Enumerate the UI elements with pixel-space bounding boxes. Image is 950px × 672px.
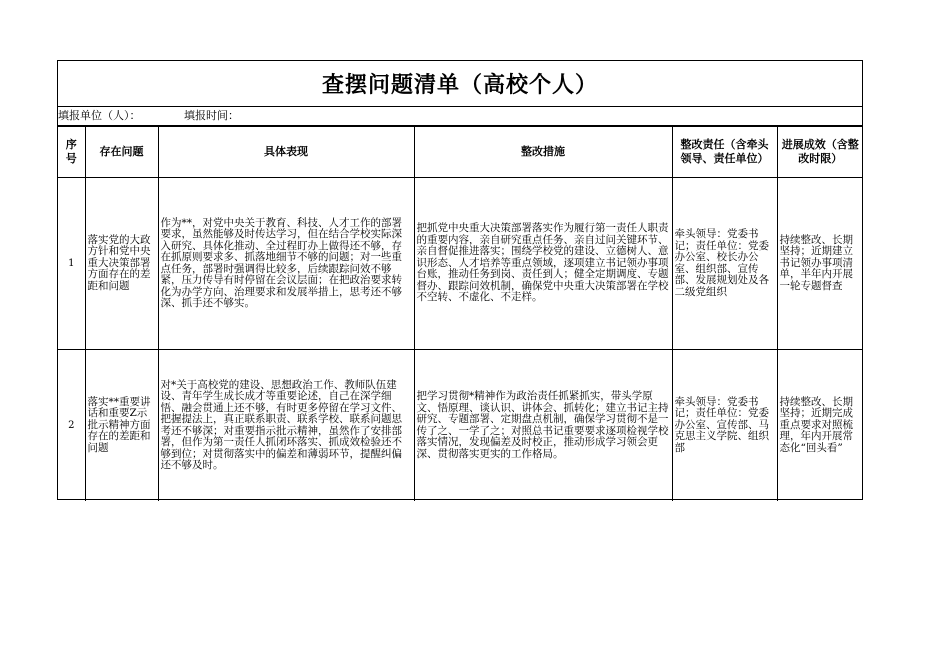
issue-table xyxy=(58,126,863,501)
row-responsibility: 牵头领导：党委书记；责任单位：党委办公室、校长办公室、组织部、宣传部、发展规划处及各二级党组织 xyxy=(672,178,777,350)
table-row xyxy=(58,350,863,502)
fill-time-label: 填报时间： xyxy=(184,109,239,122)
header-measures: 整改措施 xyxy=(414,127,672,178)
row-seq: 1 xyxy=(58,178,85,350)
fill-unit-label: 填报单位（人）： xyxy=(58,109,141,122)
page-title: 查摆问题清单（高校个人） xyxy=(58,61,862,107)
issue-list-sheet xyxy=(57,60,863,500)
row-progress: 持续整改、长期坚持；近期建立书记领办事项清单，半年内开展一轮专题督查 xyxy=(777,178,863,350)
row-detail: 作为**，对党中央关于教育、科技、人才工作的部署要求，虽然能够及时传达学习，但在结合学校实际深入研究、具体化推动、全过程盯办上做得还不够，存在抓原则要求多、抓落地细节不够的问题；对一些重点任务，部署时强调得比较多，后续跟踪问效不够紧，压力传导有时停留在会议层面；在把政治要求转化为办学方向、治理要求和发展举措上，思考还不够深、抓手还不够实。 xyxy=(158,178,414,350)
header-seq: 序号 xyxy=(58,127,85,178)
row-responsibility: 牵头领导：党委书记；责任单位：党委办公室、宣传部、马克思主义学院、组织部 xyxy=(672,350,777,502)
fill-info-row xyxy=(58,107,862,126)
row-detail: 对*关于高校党的建设、思想政治工作、教师队伍建设、青年学生成长成才等重要论述，自己在深学细悟、融会贯通上还不够，有时更多停留在学习文件、把握提法上，真正联系职责、联系学校、联系问题思考还不够深；对重要指示批示精神，虽然作了安排部署，但作为第一责任人抓闭环落实、抓成效检验还不够到位；对贯彻落实中的偏差和薄弱环节，提醒纠偏还不够及时。 xyxy=(158,350,414,502)
row-issue: 落实党的大政方针和党中央重大决策部署方面存在的差距和问题 xyxy=(85,178,158,350)
row-issue: 落实**重要讲话和重要Z示批示精神方面存在的差距和问题 xyxy=(85,350,158,502)
table-row xyxy=(58,178,863,350)
header-progress: 进展成效（含整改时限） xyxy=(777,127,863,178)
row-progress: 持续整改、长期坚持；近期完成重点要求对照梳理，年内开展常态化“回头看” xyxy=(777,350,863,502)
table-header-row xyxy=(58,127,863,178)
row-seq: 2 xyxy=(58,350,85,502)
header-responsibility: 整改责任（含牵头领导、责任单位） xyxy=(672,127,777,178)
row-measures: 把学习贯彻*精神作为政治责任抓紧抓实，带头学原文、悟原理、谈认识、讲体会、抓转化；建立书记主持研究、专题部署、定期盘点机制，确保学习贯彻不是一传了之、一学了之；对照总书记重要要求逐项检视学校落实情况，发现偏差及时校正，推动形成学习领会更深、贯彻落实更实的工作格局。 xyxy=(414,350,672,502)
header-issue: 存在问题 xyxy=(85,127,158,178)
row-measures: 把抓党中央重大决策部署落实作为履行第一责任人职责的重要内容，亲自研究重点任务、亲自过问关键环节、亲自督促推进落实；围绕学校党的建设、立德树人、意识形态、人才培养等重点领域，逐项建立书记领办事项台账，推动任务到岗、责任到人；健全定期调度、专题督办、跟踪问效机制，确保党中央重大决策部署在学校不空转、不虚化、不走样。 xyxy=(414,178,672,350)
header-detail: 具体表现 xyxy=(158,127,414,178)
